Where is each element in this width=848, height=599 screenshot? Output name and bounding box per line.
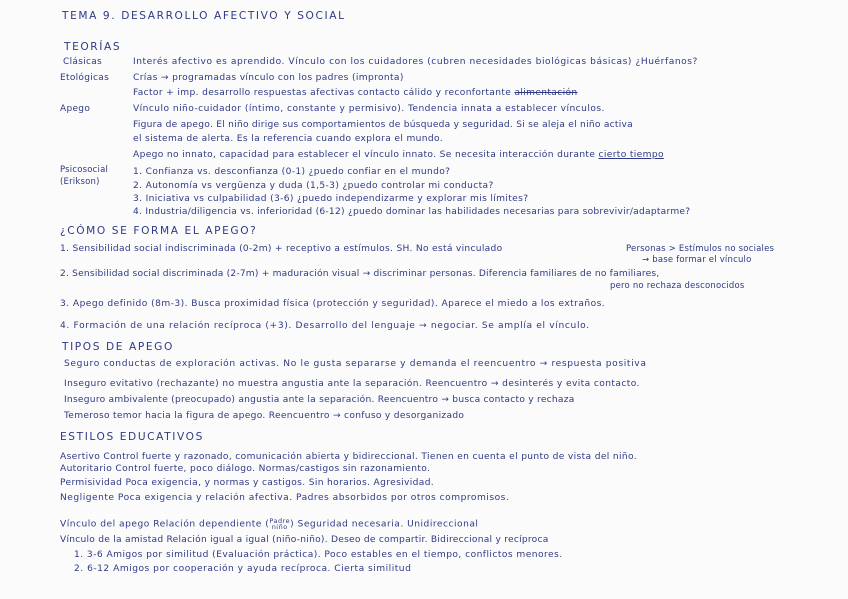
fraction-bottom: niño [271,523,288,531]
psicosocial-item-1: 1. Confianza vs. desconfianza (0-1) ¿puedo confiar en el mundo? [133,167,451,177]
forma-item-2-note: pero no rechaza desconocidos [610,281,745,291]
forma-item-1-note-2: → base formar el vínculo [642,255,752,265]
vinculo-amistad-sub-1: 1. 3-6 Amigos por similitud (Evaluación práctica). Poco estables en el tiempo, conflictos menores. [74,550,563,560]
apego-line-1: Vínculo niño-cuidador (íntimo, constante y permisivo). Tendencia innata a establecer vínculos. [133,104,605,114]
label-clasicas: Clásicas [63,57,103,67]
fraction-top: Padre [269,517,291,525]
apego-line-3: el sistema de alerta. Es la referencia cuando explora el mundo. [133,134,444,144]
apego-line-4-text: Apego no innato, capacidad para establecer el vínculo innato. Se necesita interacción durante [133,150,596,160]
vinculo-apego-post: Seguridad necesaria. Unidireccional [297,519,479,530]
vinculo-apego: Vínculo del apego Relación dependiente ( Padre niño ) Seguridad necesaria. Unidireccional [60,517,479,531]
estilo-autoritario: Autoritario Control fuerte, poco diálogo. Normas/castigos sin razonamiento. [60,464,431,474]
section-heading-estilos: ESTILOS EDUCATIVOS [60,431,204,443]
tipo-temeroso: Temeroso temor hacia la figura de apego. Reencuentro → confuso y desorganizado [64,411,465,421]
section-heading-teorias: TEORÍAS [64,41,122,53]
estilo-permisividad: Permisividad Poca exigencia, y normas y castigos. Sin horarios. Agresividad. [60,478,435,488]
label-erikson: (Erikson) [60,177,100,187]
clasicas-text: Interés afectivo es aprendido. Vínculo con los cuidadores (cubren necesidades biológicas básicas) ¿Huérfanos? [133,57,698,67]
vinculo-amistad: Vínculo de la amistad Relación igual a igual (niño-niño). Deseo de compartir. Bidireccional y recíproca [60,535,549,545]
apego-line-4 [133,149,664,161]
forma-item-2: 2. Sensibilidad social discriminada (2-7m) + maduración visual → discriminar personas. Diferencia familiares de no familiares, [60,269,660,279]
label-etologicas: Etológicas [60,73,110,83]
vinculo-apego-pre: Vínculo del apego Relación dependiente [60,519,262,530]
tipo-evitativo: Inseguro evitativo (rechazante) no muestra angustia ante la separación. Reencuentro → desinterés y evita contacto. [64,379,640,389]
label-psicosocial: Psicosocial [60,165,109,175]
tipo-ambivalente: Inseguro ambivalente (preocupado) angustia ante la separación. Reencuentro → busca contacto y rechaza [64,395,575,405]
label-apego: Apego [60,104,91,114]
psicosocial-item-2: 2. Autonomía vs vergüenza y duda (1,5-3) ¿puedo controlar mi conducta? [133,181,494,191]
etologicas-strikethrough: alimentación [514,88,578,98]
etologicas-line-2-text: Factor + imp. desarrollo respuestas afectivas contacto cálido y reconfortante [133,88,512,98]
forma-item-4: 4. Formación de una relación recíproca (+3). Desarrollo del lenguaje → negociar. Se amplía el vínculo. [60,321,590,331]
apego-line-2: Figura de apego. El niño dirige sus comportamientos de búsqueda y seguridad. Si se aleja el niño activa [133,120,633,130]
tipo-seguro: Seguro conductas de exploración activas. No le gusta separarse y demanda el reencuentro → respuesta positiva [64,359,647,369]
etologicas-line-2 [133,87,577,99]
page-title: TEMA 9. DESARROLLO AFECTIVO Y SOCIAL [62,10,346,22]
estilo-asertivo: Asertivo Control fuerte y razonado, comunicación abierta y bidireccional. Tienen en cuenta el punto de vista del niño. [60,452,637,462]
estilo-negligente: Negligente Poca exigencia y relación afectiva. Padres absorbidos por otros compromisos. [60,493,510,503]
psicosocial-item-3: 3. Iniciativa vs culpabilidad (3-6) ¿puedo independizarme y explorar mis límites? [133,194,529,204]
forma-item-1: 1. Sensibilidad social indiscriminada (0-2m) + receptivo a estímulos. SH. No está vinculado [60,244,503,254]
etologicas-line-1: Crías → programadas vínculo con los padres (impronta) [133,73,404,83]
vinculo-amistad-sub-2: 2. 6-12 Amigos por cooperación y ayuda recíproca. Cierta similitud [74,564,412,574]
section-heading-forma: ¿CÓMO SE FORMA EL APEGO? [60,225,258,237]
vinculo-apego-fraction [269,518,290,530]
section-heading-tipos: TIPOS DE APEGO [62,341,174,353]
psicosocial-item-4: 4. Industria/diligencia vs. inferioridad (6-12) ¿puedo dominar las habilidades necesarias para sobrevivir/adaptarme? [133,207,691,217]
apego-underlined: cierto tiempo [598,150,664,160]
forma-item-3: 3. Apego definido (8m-3). Busca proximidad física (protección y seguridad). Aparece el miedo a los extraños. [60,299,606,309]
forma-item-1-note-1: Personas > Estímulos no sociales [626,244,775,254]
